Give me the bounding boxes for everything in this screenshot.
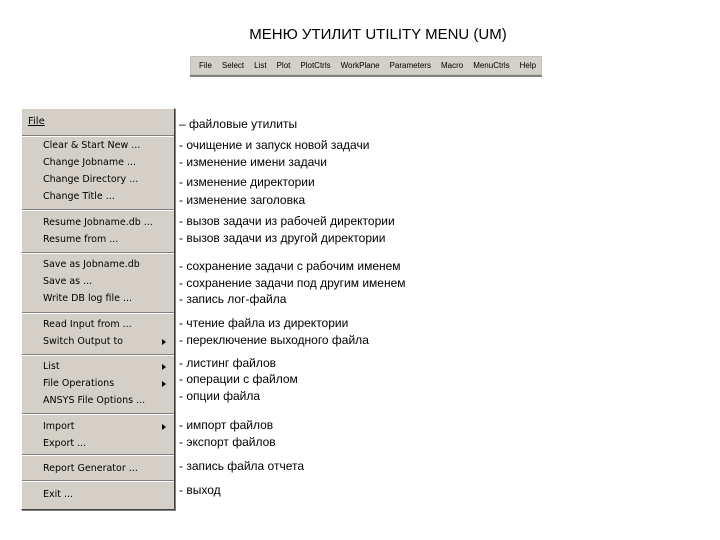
menu-separator (22, 413, 174, 415)
submenu-arrow-icon (162, 339, 166, 345)
menu-item-change-jobname[interactable]: Change Jobname ... (43, 157, 137, 168)
menu-item-import[interactable]: Import (43, 421, 75, 432)
desc-save-as-jobname: - сохранение задачи с рабочим именем (179, 259, 401, 273)
menu-item-ansys-file-options[interactable]: ANSYS File Options ... (43, 395, 146, 406)
desc-list: - листинг файлов (179, 356, 277, 370)
menubar-select[interactable]: Select (221, 61, 245, 70)
desc-change-jobname: - изменение имени задачи (179, 155, 327, 169)
menu-item-file-operations[interactable]: File Operations (43, 378, 115, 389)
menu-item-change-directory[interactable]: Change Directory ... (43, 174, 139, 185)
file-menu-header[interactable]: File (28, 116, 45, 127)
desc-exit: - выход (179, 483, 221, 497)
menu-item-switch-output[interactable]: Switch Output to (43, 336, 123, 347)
submenu-arrow-icon (162, 424, 166, 430)
menubar-macro[interactable]: Macro (440, 61, 464, 70)
menubar-list[interactable]: List (254, 61, 267, 70)
desc-resume-from: - вызов задачи из другой директории (179, 231, 386, 245)
desc-file-operations: - операции с файлом (179, 372, 298, 386)
menu-item-save-as[interactable]: Save as ... (43, 276, 93, 287)
menu-separator (22, 312, 174, 314)
menu-separator (22, 454, 174, 456)
desc-report-generator: - запись файла отчета (179, 459, 305, 473)
desc-write-db-log: - запись лог-файла (179, 292, 287, 306)
menu-item-list[interactable]: List (43, 361, 60, 372)
page-title: МЕНЮ УТИЛИТ UTILITY MENU (UM) (249, 26, 507, 43)
desc-switch-output: - переключение выходного файла (179, 333, 369, 347)
menu-item-report-generator[interactable]: Report Generator ... (43, 463, 138, 474)
desc-export: - экспорт файлов (179, 435, 276, 449)
menu-separator (22, 480, 174, 482)
submenu-arrow-icon (162, 364, 166, 370)
desc-change-directory: - изменение директории (179, 175, 315, 189)
menu-item-resume-jobname[interactable]: Resume Jobname.db ... (43, 217, 153, 228)
desc-read-input: - чтение файла из директории (179, 316, 349, 330)
menu-separator (22, 252, 174, 254)
menu-item-write-db-log[interactable]: Write DB log file ... (43, 293, 133, 304)
menu-item-resume-from[interactable]: Resume from ... (43, 234, 119, 245)
menubar-menuctrls[interactable]: MenuCtrls (473, 61, 510, 70)
desc-save-as: - сохранение задачи под другим именем (179, 276, 406, 290)
menubar-parameters[interactable]: Parameters (389, 61, 431, 70)
menu-separator (22, 209, 174, 211)
menu-item-save-as-jobname[interactable]: Save as Jobname.db (43, 259, 140, 270)
desc-resume-jobname: - вызов задачи из рабочей директории (179, 214, 395, 228)
menubar-plotctrls[interactable]: PlotCtrls (300, 61, 331, 70)
menubar-file[interactable]: File (199, 61, 212, 70)
menu-separator (22, 135, 174, 137)
desc-import: - импорт файлов (179, 418, 274, 432)
menubar-workplane[interactable]: WorkPlane (340, 61, 380, 70)
menu-item-clear-start-new[interactable]: Clear & Start New ... (43, 140, 141, 151)
desc-ansys-file-options: - опции файла (179, 389, 261, 403)
menu-item-read-input[interactable]: Read Input from ... (43, 319, 132, 330)
menu-item-export[interactable]: Export ... (43, 438, 87, 449)
desc-file-utilities: – файловые утилиты (179, 117, 298, 131)
menu-separator (22, 354, 174, 356)
menubar-plot[interactable]: Plot (276, 61, 291, 70)
submenu-arrow-icon (162, 381, 166, 387)
desc-change-title: - изменение заголовка (179, 193, 306, 207)
menu-item-exit[interactable]: Exit ... (43, 489, 74, 500)
utility-menu-bar (190, 55, 542, 77)
file-menu-dropdown (21, 108, 175, 510)
menu-item-change-title[interactable]: Change Title ... (43, 191, 115, 202)
menubar-help[interactable]: Help (519, 61, 537, 70)
desc-clear-start-new: - очищение и запуск новой задачи (179, 138, 370, 152)
